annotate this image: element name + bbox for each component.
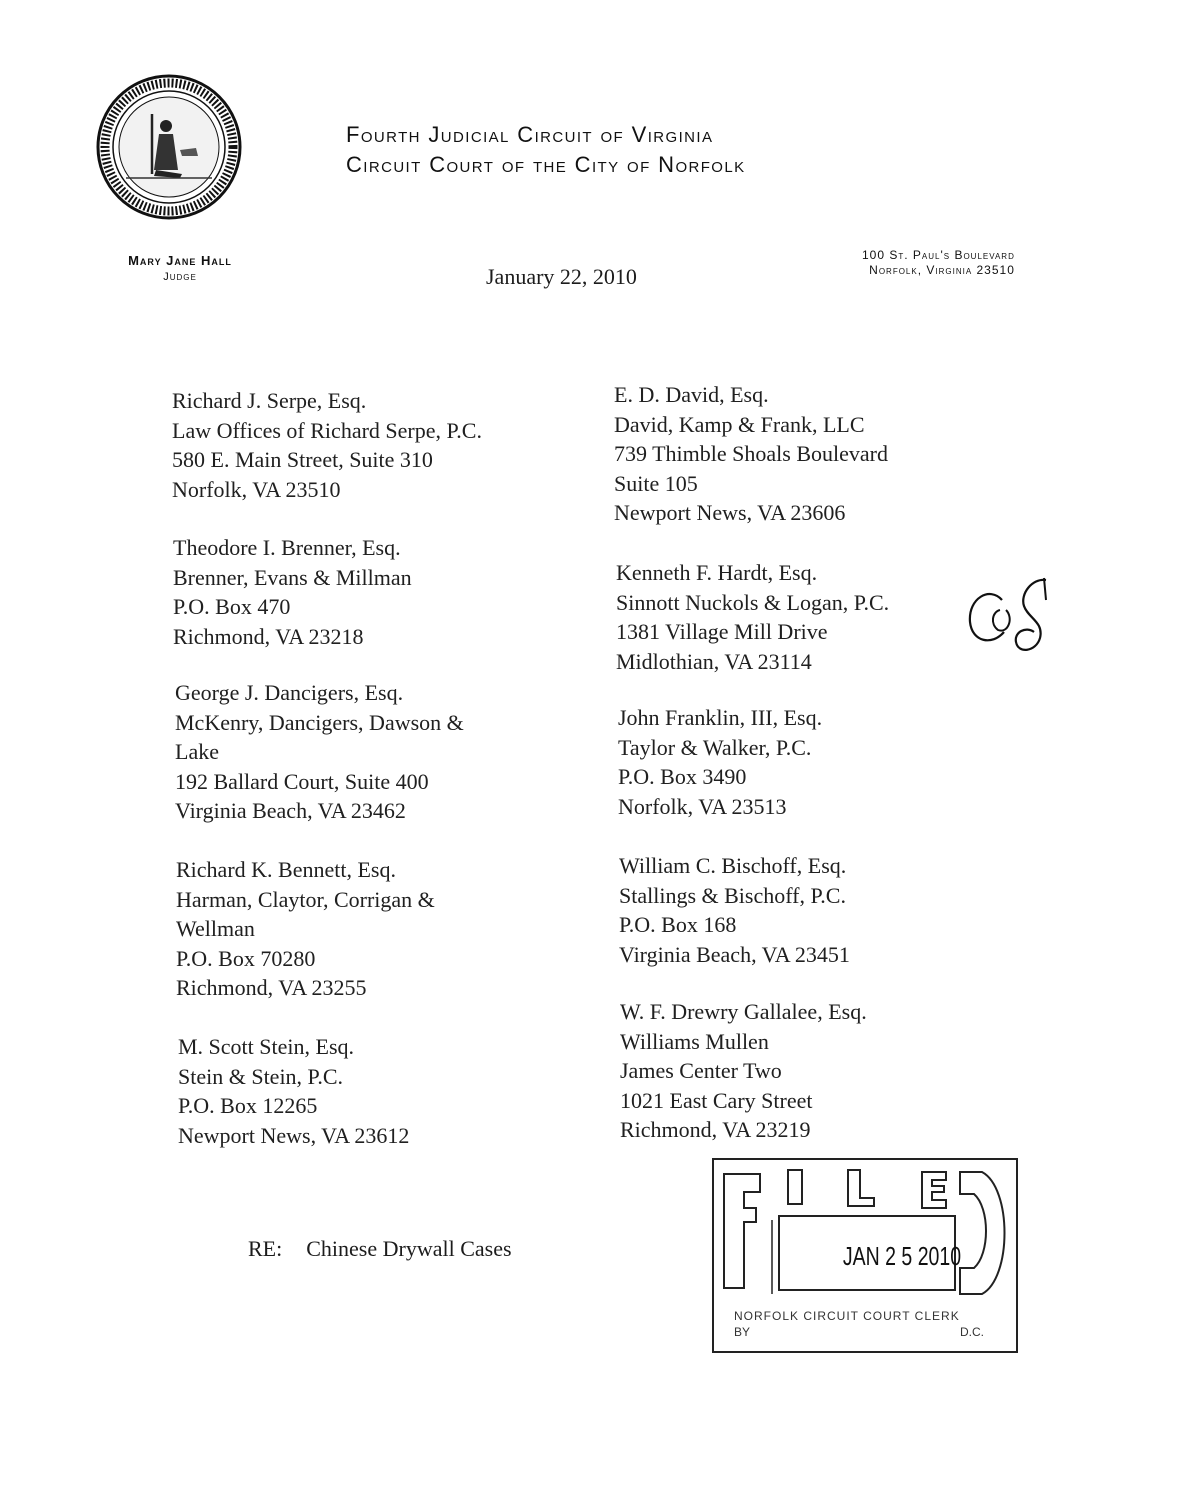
recipient-line: Stallings & Bischoff, P.C. [619,882,846,908]
recipient-block [172,386,482,504]
recipient-line: John Franklin, III, Esq. [618,705,823,730]
re-line [248,1236,512,1262]
recipient-line: 192 Ballard Court, Suite 400 [175,768,429,794]
letter-date: January 22, 2010 [486,264,637,289]
filed-by: BY [734,1325,751,1339]
recipient-line: Newport News, VA 23606 [614,500,846,525]
recipient-line: Virginia Beach, VA 23462 [175,798,406,823]
recipient-block [616,558,889,676]
recipient-line: 739 Thimble Shoals Boulevard [614,441,888,466]
recipient-block [614,380,888,528]
address-line-2: Norfolk, Virginia 23510 [869,263,1015,277]
recipient-line: Brenner, Evans & Millman [173,564,412,590]
re-subject: Chinese Drywall Cases [306,1236,512,1261]
recipient-line: Kenneth F. Hardt, Esq. [616,560,818,585]
recipient-line: Richmond, VA 23218 [173,623,364,649]
recipient-block [175,678,464,826]
recipient-line: 580 E. Main Street, Suite 310 [172,447,433,472]
recipient-line: Midlothian, VA 23114 [616,648,812,674]
recipient-line: E. D. David, Esq. [614,382,769,407]
filed-clerk: NORFOLK CIRCUIT COURT CLERK [734,1309,960,1323]
recipient-line: P.O. Box 70280 [176,945,316,971]
recipient-line: P.O. Box 470 [173,594,291,619]
recipient-line: David, Kamp & Frank, LLC [614,411,865,437]
recipient-line: Norfolk, VA 23510 [172,476,341,502]
recipient-line: Stein & Stein, P.C. [178,1063,344,1089]
recipient-line: P.O. Box 3490 [618,764,747,789]
recipient-line: George J. Dancigers, Esq. [175,680,404,705]
virginia-seal [96,74,242,220]
recipient-line: Taylor & Walker, P.C. [618,734,812,760]
court-name: Circuit Court of the City of Norfolk [346,152,746,177]
recipient-line: Norfolk, VA 23513 [618,793,787,819]
recipient-line: William C. Bischoff, Esq. [619,853,847,878]
recipient-block [173,533,412,651]
recipient-block [619,851,850,969]
judge-block [104,253,256,283]
handwritten-initials [962,572,1054,662]
recipient-line: Wellman [176,916,255,941]
recipient-block [618,703,822,821]
recipient-line: Richmond, VA 23255 [176,975,367,1000]
recipient-block [620,997,867,1145]
recipient-line: W. F. Drewry Gallalee, Esq. [620,999,867,1024]
address-line-1: 100 St. Paul's Boulevard [862,248,1015,262]
filed-dc: D.C. [960,1325,984,1339]
recipient-block [178,1032,409,1150]
letterhead [346,120,746,180]
recipient-line: P.O. Box 12265 [178,1093,318,1118]
judge-name: Mary Jane Hall [128,253,232,268]
recipient-line: Theodore I. Brenner, Esq. [173,535,401,560]
filed-date: JAN 2 5 2010 [842,1241,962,1271]
recipient-line: Newport News, VA 23612 [178,1122,410,1148]
recipient-line: 1381 Village Mill Drive [616,619,828,644]
recipient-line: P.O. Box 168 [619,912,737,937]
re-label: RE: [248,1236,283,1261]
recipient-line: Harman, Claytor, Corrigan & [176,886,435,912]
circuit-name: Fourth Judicial Circuit of Virginia [346,122,714,147]
recipient-block [176,855,435,1003]
recipient-line: Suite 105 [614,470,698,496]
recipient-line: Richmond, VA 23219 [620,1117,811,1142]
recipient-line: Lake [175,739,219,764]
recipient-line: 1021 East Cary Street [620,1087,813,1113]
recipient-line: Richard K. Bennett, Esq. [176,857,396,882]
recipient-line: McKenry, Dancigers, Dawson & [175,709,464,735]
recipient-line: Sinnott Nuckols & Logan, P.C. [616,589,890,615]
recipient-line: Law Offices of Richard Serpe, P.C. [172,417,482,443]
recipient-line: Williams Mullen [620,1028,769,1054]
recipient-line: James Center Two [620,1058,782,1083]
court-address [862,248,1015,278]
recipient-line: Virginia Beach, VA 23451 [619,941,850,967]
recipient-line: Richard J. Serpe, Esq. [172,388,367,413]
recipient-line: M. Scott Stein, Esq. [178,1034,355,1059]
judge-title: Judge [163,271,197,283]
